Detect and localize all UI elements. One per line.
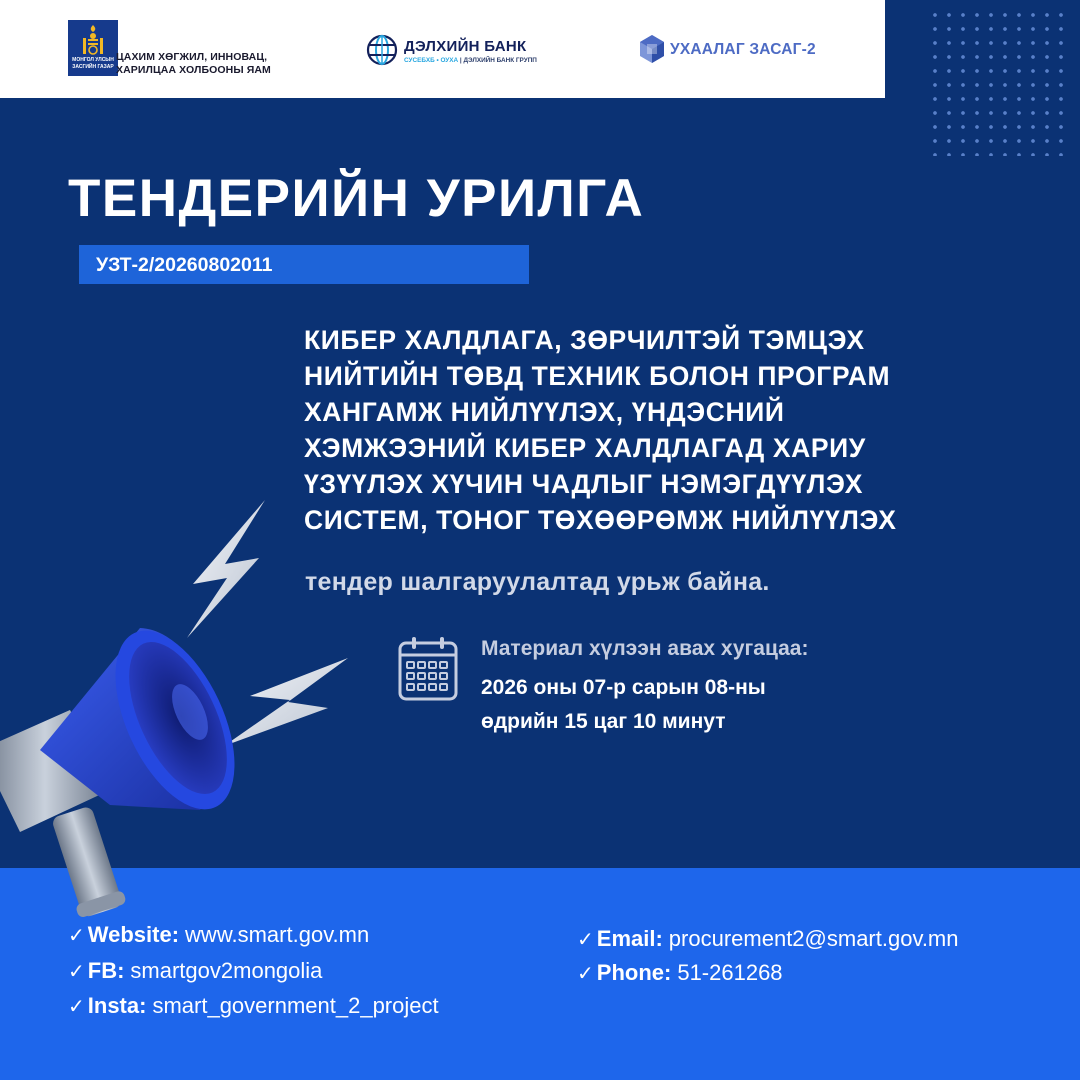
subject-line: ХЭМЖЭЭНИЙ КИБЕР ХАЛДЛАГАД ХАРИУ (304, 433, 866, 463)
invitation-text: тендер шалгаруулалтад урьж байна. (305, 568, 770, 596)
contact-email (577, 926, 959, 952)
page-title: ТЕНДЕРИЙН УРИЛГА (68, 169, 645, 228)
check-icon: ✓ (577, 963, 594, 985)
subject-line: СИСТЕМ, ТОНОГ ТӨХӨӨРӨМЖ НИЙЛҮҮЛЭХ (304, 505, 897, 535)
tender-subject (304, 322, 1044, 538)
email-label: Email: (596, 926, 663, 951)
deadline-label: Материал хүлээн авах хугацаа: (481, 637, 809, 660)
globe-icon (366, 34, 398, 66)
megaphone-icon (0, 600, 260, 940)
emblem-caption: МОНГОЛ УЛСЫН ЗАСГИЙН ГАЗАР (72, 57, 114, 70)
fb-link[interactable]: smartgov2mongolia (130, 958, 323, 983)
check-icon: ✓ (577, 929, 594, 951)
contact-phone (577, 960, 783, 986)
contact-fb (68, 958, 322, 984)
website-label: Website: (87, 922, 180, 947)
dot-pattern-decoration (928, 8, 1073, 156)
check-icon: ✓ (68, 925, 85, 947)
website-link[interactable]: www.smart.gov.mn (185, 922, 370, 947)
ministry-name-line-1: ЦАХИМ ХӨГЖИЛ, ИННОВАЦ, (116, 51, 268, 63)
tender-code-badge (79, 245, 529, 284)
deadline-time: өдрийн 15 цаг 10 минут (481, 710, 726, 733)
cube-logo-icon (638, 34, 666, 64)
phone-label: Phone: (596, 960, 672, 985)
subject-line: НИЙТИЙН ТӨВД ТЕХНИК БОЛОН ПРОГРАМ (304, 361, 891, 391)
ministry-name-line-2: ХАРИЛЦАА ХОЛБООНЫ ЯАМ (116, 64, 271, 76)
contact-website (68, 922, 369, 948)
smart-government-logo (638, 34, 838, 68)
email-link[interactable]: procurement2@smart.gov.mn (668, 926, 959, 951)
subject-line: ХАНГАМЖ НИЙЛҮҮЛЭХ, ҮНДЭСНИЙ (304, 397, 785, 427)
smart-government-name: УХААЛАГ ЗАСАГ-2 (670, 41, 816, 58)
world-bank-subtitle-agencies: СУСЕБХБ • ОУХА (404, 57, 459, 64)
subject-line: КИБЕР ХАЛДЛАГА, ЗӨРЧИЛТЭЙ ТЭМЦЭХ (304, 325, 865, 355)
insta-link[interactable]: smart_government_2_project (152, 993, 439, 1018)
phone-number[interactable]: 51-261268 (677, 960, 783, 985)
tender-code: УЗТ-2/20260802011 (96, 254, 273, 276)
world-bank-name: ДЭЛХИЙН БАНК (404, 38, 527, 55)
deadline-date: 2026 оны 07-р сарын 08-ны (481, 676, 766, 699)
world-bank-subtitle (404, 57, 537, 64)
contact-insta (68, 993, 439, 1019)
ministry-name (116, 51, 316, 77)
fb-label: FB: (87, 958, 125, 983)
check-icon: ✓ (68, 996, 85, 1018)
calendar-icon (397, 635, 459, 703)
insta-label: Insta: (87, 993, 147, 1018)
world-bank-subtitle-group: | ДЭЛХИЙН БАНК ГРУПП (459, 57, 537, 64)
check-icon: ✓ (68, 961, 85, 983)
ministry-logo (68, 20, 298, 80)
soyombo-emblem-icon (68, 20, 118, 76)
world-bank-logo (366, 34, 566, 74)
subject-line: ҮЗҮҮЛЭХ ХҮЧИН ЧАДЛЫГ НЭМЭГДҮҮЛЭХ (304, 469, 864, 499)
